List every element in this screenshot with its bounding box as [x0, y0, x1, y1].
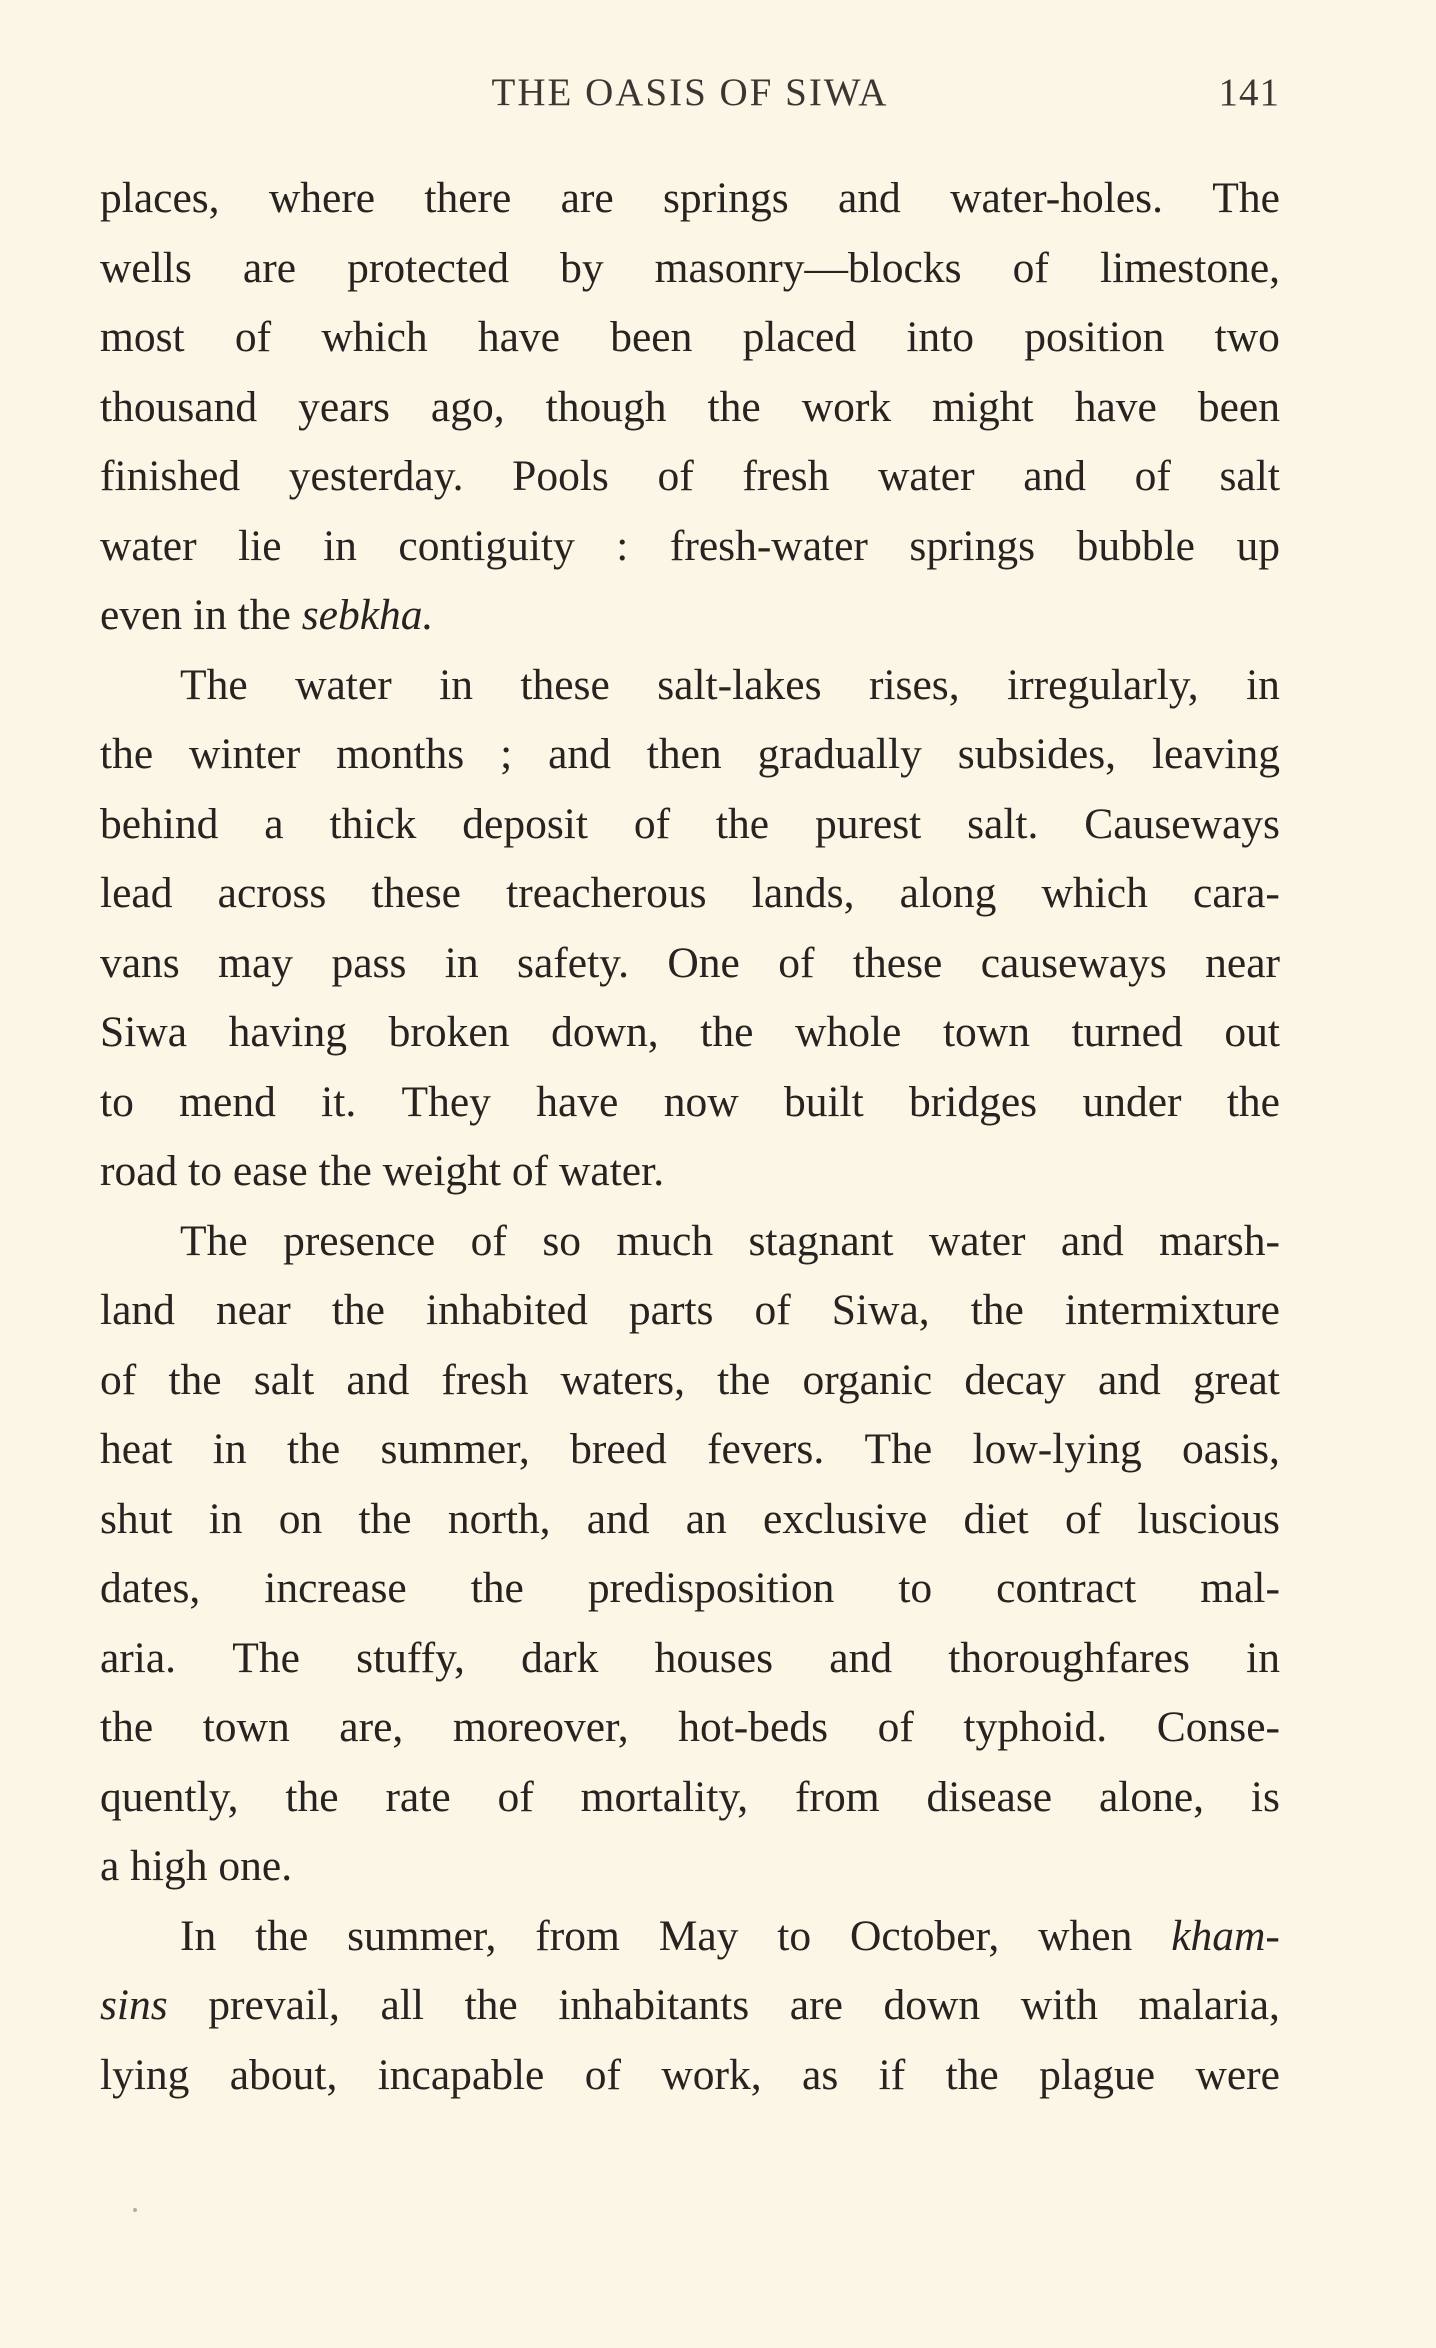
word: and [829, 1633, 893, 1682]
word: vans [100, 938, 180, 987]
word: masonry—blocks [654, 243, 962, 292]
word: deposit [462, 799, 588, 848]
text-line-last [100, 1137, 1280, 1207]
word: the [358, 1494, 412, 1543]
word: In [180, 1911, 217, 1960]
word: malaria, [1138, 1981, 1280, 2029]
word: town [202, 1703, 290, 1751]
word: the [100, 1703, 154, 1751]
word: have [1074, 382, 1157, 431]
word: salt-lakes [657, 660, 822, 709]
text-line [100, 1207, 1280, 1277]
text-line [100, 1624, 1280, 1694]
word: diet [963, 1494, 1029, 1543]
word: organic [802, 1355, 933, 1404]
word: thick [329, 799, 417, 848]
word: whole [795, 1008, 902, 1056]
word: mend [179, 1077, 276, 1126]
word: gradually [757, 730, 922, 778]
text-line [100, 1415, 1280, 1485]
word: been [1197, 382, 1280, 431]
word: dates, [100, 1564, 201, 1612]
word: which [321, 313, 428, 361]
word: along [899, 869, 997, 917]
word: the [255, 1911, 309, 1960]
text-line [100, 1485, 1280, 1555]
text-line [100, 512, 1280, 582]
word: cara- [1193, 869, 1280, 917]
word: aria. [100, 1633, 177, 1682]
word: might [932, 382, 1034, 431]
word: work, [661, 2050, 762, 2099]
word: have [477, 313, 560, 361]
text-line [100, 790, 1280, 860]
word: intermixture [1064, 1286, 1280, 1334]
word: protected [347, 243, 509, 292]
word: have [536, 1077, 619, 1126]
word: quently, [100, 1772, 239, 1821]
word: inhabited [426, 1286, 588, 1334]
word: and [586, 1494, 650, 1543]
word: October, [850, 1911, 1000, 1960]
word: yesterday. [288, 452, 464, 500]
word: two [1214, 313, 1280, 361]
word: are [560, 174, 614, 222]
word: to [100, 1077, 134, 1126]
word: the [470, 1564, 524, 1612]
running-title: THE OASIS OF SIWA [491, 71, 889, 114]
word: and [1023, 452, 1086, 500]
word: stuffy, [356, 1633, 465, 1682]
word: work [801, 382, 892, 431]
word: water [295, 660, 392, 709]
word: these [371, 869, 461, 917]
word: years [298, 382, 390, 431]
word: an [685, 1494, 727, 1543]
word: lands, [751, 869, 855, 917]
word: increase [264, 1564, 407, 1612]
word: to [898, 1564, 933, 1612]
word: winter [189, 730, 301, 778]
word: irregularly, [1007, 660, 1199, 709]
word: The [1212, 174, 1280, 222]
word: into [906, 313, 975, 361]
word: water [928, 1216, 1026, 1265]
word: and [1060, 1216, 1124, 1265]
word: contiguity [398, 521, 575, 570]
word: of [877, 1703, 914, 1751]
word: inhabitants [558, 1981, 750, 2029]
word: the [715, 799, 770, 848]
word: if [878, 2050, 906, 2099]
text-line [100, 442, 1280, 512]
word: hot-beds [678, 1703, 829, 1751]
word: town [942, 1008, 1030, 1056]
text-line [100, 373, 1280, 443]
word: of [1134, 452, 1171, 500]
word: in [1246, 660, 1280, 709]
word: fresh [441, 1355, 529, 1404]
word: in [444, 938, 479, 987]
word: bubble [1076, 521, 1195, 570]
word: of [778, 938, 815, 987]
word: parts [628, 1286, 714, 1334]
word: The [180, 660, 248, 709]
text-line [100, 1693, 1280, 1763]
word: under [1082, 1077, 1182, 1126]
word: marsh- [1159, 1216, 1280, 1265]
word: much [616, 1216, 714, 1265]
word: of [100, 1355, 137, 1404]
text-line-last [100, 581, 1280, 651]
paragraph [100, 651, 1280, 1207]
word: alone, [1098, 1772, 1205, 1821]
word: near [1205, 938, 1280, 987]
word: land [100, 1286, 175, 1334]
word: oasis, [1182, 1425, 1280, 1473]
text-line [100, 651, 1280, 721]
italic-term: sebkha. [301, 591, 434, 639]
word: prevail, [208, 1981, 340, 2029]
word: The [864, 1425, 933, 1473]
word: luscious [1137, 1494, 1280, 1543]
word: ago, [430, 382, 505, 431]
word: broken [388, 1008, 510, 1056]
word: water [100, 521, 197, 570]
word: salt [1219, 452, 1280, 500]
word: it. [321, 1077, 357, 1126]
word: from [535, 1911, 620, 1960]
word: subsides, [957, 730, 1117, 778]
paragraph [100, 1207, 1280, 1902]
word: turned [1071, 1008, 1183, 1056]
text-line [100, 1971, 1280, 2041]
word: in [323, 521, 357, 570]
word: Pools [512, 452, 609, 500]
word: finished [100, 452, 241, 500]
word: water [877, 452, 975, 500]
text-line [100, 2041, 1280, 2111]
word: position [1024, 313, 1165, 361]
word: and [346, 1355, 410, 1404]
word: mal- [1200, 1564, 1280, 1612]
word: the [700, 1008, 754, 1056]
word: contract [996, 1564, 1137, 1612]
body-text [100, 164, 1280, 2110]
word: water-holes. [950, 174, 1163, 222]
page-number: 141 [1218, 71, 1280, 114]
paragraph [100, 1902, 1280, 2111]
word: One [667, 938, 740, 987]
paper-speck [133, 2208, 137, 2212]
word: the [970, 1286, 1024, 1334]
word: fresh-water [669, 521, 868, 570]
word: with [1020, 1981, 1099, 2029]
word: of [584, 2050, 621, 2099]
word: are [789, 1981, 843, 2029]
word: the [285, 1772, 339, 1821]
word: The [180, 1216, 248, 1265]
word: is [1250, 1772, 1280, 1821]
word: ; [500, 730, 513, 778]
word: may [218, 938, 294, 987]
word: in [439, 660, 473, 709]
word: heat [100, 1425, 173, 1473]
word: the [286, 1425, 341, 1473]
line-text: a high one. [100, 1842, 293, 1890]
word: when [1038, 1911, 1133, 1960]
word: months [336, 730, 465, 778]
word: rises, [868, 660, 960, 709]
word: kham- [1171, 1911, 1280, 1960]
word: been [610, 313, 693, 361]
word: in [208, 1494, 243, 1543]
word: low-lying [972, 1425, 1142, 1473]
word: there [424, 174, 512, 222]
word: salt. [967, 799, 1039, 848]
word: on [278, 1494, 323, 1543]
word: Conse- [1156, 1703, 1280, 1751]
word: are [242, 243, 297, 292]
text-line [100, 929, 1280, 999]
word: of [497, 1772, 534, 1821]
text-line [100, 1068, 1280, 1138]
running-header [100, 70, 1280, 120]
word: lie [238, 521, 282, 570]
word: and [1097, 1355, 1161, 1404]
word: behind [100, 799, 219, 848]
line-text: even in the [100, 591, 302, 639]
word: decay [964, 1355, 1066, 1404]
word: so [542, 1216, 581, 1265]
word: dark [521, 1633, 599, 1682]
text-line [100, 234, 1280, 304]
word: of [1064, 1494, 1102, 1543]
word: Siwa, [831, 1286, 930, 1334]
word: though [545, 382, 667, 431]
word: breed [570, 1425, 667, 1473]
word: having [228, 1008, 348, 1056]
word: lead [100, 869, 173, 917]
word: thoroughfares [948, 1633, 1190, 1682]
word: are, [339, 1703, 404, 1751]
text-line [100, 859, 1280, 929]
word: the [717, 1355, 771, 1404]
word: wells [100, 243, 192, 292]
word: the [331, 1286, 385, 1334]
word: typhoid. [963, 1703, 1108, 1751]
word: fevers. [707, 1425, 825, 1473]
word: across [217, 869, 327, 917]
word: great [1192, 1355, 1280, 1404]
word: to [777, 1911, 812, 1960]
word: of [633, 799, 671, 848]
word: houses [654, 1633, 774, 1682]
word: springs [663, 174, 789, 222]
text-line-last [100, 1832, 1280, 1902]
word: in [1246, 1633, 1280, 1682]
word: the [707, 382, 761, 431]
word: all [380, 1981, 424, 2029]
word: moreover, [452, 1703, 629, 1751]
word: and [837, 174, 901, 222]
word: out [1224, 1008, 1280, 1056]
word: bridges [909, 1077, 1038, 1126]
word: May [658, 1911, 739, 1960]
word: in [212, 1425, 247, 1473]
word: shut [100, 1494, 173, 1543]
word: where [268, 174, 376, 222]
word: causeways [980, 938, 1167, 987]
word: leaving [1151, 730, 1280, 778]
word: Siwa [100, 1008, 187, 1056]
word: : [616, 521, 629, 570]
word: of [754, 1286, 791, 1334]
word: these [520, 660, 610, 709]
word: treacherous [506, 869, 707, 917]
text-line [100, 998, 1280, 1068]
word: disease [926, 1772, 1053, 1821]
word: a [264, 799, 284, 848]
text-line [100, 1902, 1280, 1972]
word: the [464, 1981, 518, 2029]
word: springs [909, 521, 1036, 570]
text-line [100, 164, 1280, 234]
word: They [401, 1077, 491, 1126]
word: waters, [560, 1355, 685, 1404]
word: of [657, 452, 694, 500]
text-line [100, 303, 1280, 373]
word: from [795, 1772, 880, 1821]
word: places, [100, 174, 220, 222]
word: The [232, 1633, 300, 1682]
line-text: road to ease the weight of water. [100, 1147, 665, 1195]
word: placed [742, 313, 857, 361]
word: safety. [517, 938, 629, 987]
word: of [1012, 243, 1049, 292]
word: built [783, 1077, 864, 1126]
word: mortality, [580, 1772, 749, 1821]
word: of [470, 1216, 507, 1265]
word: north, [447, 1494, 551, 1543]
word: exclusive [763, 1494, 928, 1543]
text-line [100, 720, 1280, 790]
word: plague [1039, 2050, 1156, 2099]
word: presence [283, 1216, 436, 1265]
word: the [945, 2050, 999, 2099]
word: Causeways [1084, 799, 1280, 848]
word: summer, [347, 1911, 497, 1960]
word: of [234, 313, 272, 361]
word: lying [100, 2050, 190, 2099]
word: about, [229, 2050, 338, 2099]
word: as [802, 2050, 839, 2099]
word: down [883, 1981, 981, 2029]
word: then [646, 730, 722, 778]
word: fresh [742, 452, 830, 500]
text-line [100, 1276, 1280, 1346]
word: summer, [380, 1425, 530, 1473]
word: which [1041, 869, 1148, 917]
word: rate [385, 1772, 451, 1821]
word: incapable [377, 2050, 545, 2099]
word: the [168, 1355, 222, 1404]
word: predisposition [587, 1564, 835, 1612]
word: sins [100, 1981, 168, 2029]
word: pass [331, 938, 407, 987]
word: most [100, 313, 185, 361]
word: by [560, 243, 604, 292]
word: these [852, 938, 943, 987]
word: down, [551, 1008, 659, 1056]
word: and [548, 730, 611, 778]
word: thousand [100, 382, 258, 431]
text-line [100, 1763, 1280, 1833]
word: now [663, 1077, 739, 1126]
word: were [1195, 2050, 1280, 2099]
word: stagnant [748, 1216, 894, 1265]
text-line [100, 1554, 1280, 1624]
word: purest [814, 799, 922, 848]
word: near [215, 1286, 291, 1334]
word: limestone, [1099, 243, 1280, 292]
word: the [100, 730, 154, 778]
word: up [1236, 521, 1280, 570]
paragraph [100, 164, 1280, 651]
word: the [1226, 1077, 1280, 1126]
word: salt [253, 1355, 315, 1404]
text-line [100, 1346, 1280, 1416]
